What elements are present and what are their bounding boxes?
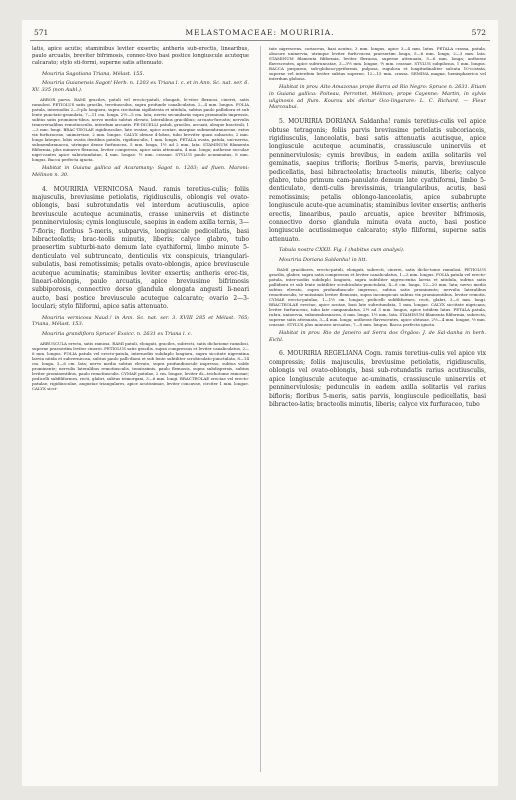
habitat-note: Habitat in Guiana gallica ad Acaramany: Sagot n. 1203; ad fluen. Maroni: Mélinon n. 30. bbox=[32, 165, 249, 178]
description-paragraph: RAMI graciliores, erecto-patuli, elongati, subrecti, cinerei, satis dicho-tome ramulosi. PETIOLUS gracilis, glaber, supra satis compressus et leviter canaliculatus, 1—3 mm. longus. FOLIA patula vel erecto-patula, inter-nodiis subduplo longiora, supra subtiliter nigrescentia laevia et nitidula, subtus satis pallidiora et sub lente subtiliter scrobiculato-punctulata, 4—8 cm. longa, 12—20 mm. lata; nervo medio subtus elevato, supra profundiuscule impresso, subtus satis prominente; nervulis lateralibus remotiusculis, te-nuissimis leviter flexuosis, supra inconspicuis subtus vix prominentibus, leviter remotis. CYMAE erecto-patulae, 1—1½ cm. longae; pedicelli subfiliformes, recti, glabri, 3—6 mm. longi. BRACTEOLAE erectae, apice acutae, basi late subrotundata, 1 mm. longae. CALYX siccitate nigricans, leviter furfuraceus, tubo late campanulatus, 2½ ad 3 mm. longus, apice totidem latus. PETALA patula, rubra, uninervia, submembranacea, 6 mm. longa, 1½ mm. lata. STAMINUM filamenta filiformia, subrecta, superne satis attenuata, 3—4 mm. longa; antherae flavescentes, apice obtusae, 2½—4 mm. longae, ½ mm. crassae. STYLUS plus minusve arcuatus, 7—8 mm. longus. Bacca perfecta ignota. bbox=[269, 266, 486, 327]
citation: Mouriria vernicosa Naud.! in Ann. Sc. nat. ser. 3. XVIII 285 et Mélast. 765; Triana, Mélast. 153. bbox=[32, 314, 249, 328]
left-column bbox=[32, 46, 249, 778]
paragraph: latis, apice acutis; staminibus leviter exsertis; antheris sub-erectis, linearibus, paulo arcuatis, breviter bifrimosis, connec-tivo basi postice longiuscule acuteque calcarato; stylo sti-formi, superne satis attenuato. bbox=[32, 46, 249, 67]
header-rule bbox=[30, 40, 490, 41]
habitat-note: Habitat in prov. Alto Amazonas prope Barra ad Rio Negro: Spruce n. 2631. Etiam in Guiana gallica: Poiteau, Perrottet, Mélinon; prope Cayenne: Martin, in sylvis uliginosis ad flum. Kourou ubi dicitur Oco-lingarare: L. C. Richard. — Fleur Marcoubui. bbox=[269, 84, 486, 111]
description-paragraph: ARBUSCULA erecta, satis ramosa. RAMI patuli, elongati, graciles, subrecti, satis dichotome ramulosi, superne praesertim leviter cinerei. PETIOLUS satis gracilis, supra compressus et leviter canaliculatus, 2—6 mm. longus. FOLIA patula vel erecto-patula, internodiis subduplo longiora, supra siccitate nigrentina laevia nitida et subvernicosa, subtus paulo palli-diora et sub lente subtiliter scrobiculato-punctulata, 8—14 cm. longa, 3—6 cm. lata; nervo medio subtus elevato, supra profundiuscule impresso, subtus valde prominente; nervulis lateralibus remotiusculis, tenuissimis, paulo flexuosis, supra subdispersis, subtus leviter prominentibus, paulo remotiusculis. CYMAE patulae, 2 cm. longae, leviter di—trichotome ramosae; pedicelli subfiliformes, recti, glabri, subtus trimorgani, 3—6 mm. longi. BRACTEOLAE erectae vel erecto-patulae, rigidiusculae, angustae triangulares, apice acutissimae, leviter concavae, circiter 1 mm. longae. CALYX sicci- bbox=[32, 341, 249, 392]
page-number-right: 572 bbox=[471, 28, 486, 37]
habitat-note: Habitat in prov. Rio de Janeiro ad Serra dos Órgãos: J. de Sal-danha in herb. Eichl. bbox=[269, 329, 486, 343]
citation: Mouriria Doriana Saldanha! in litt. bbox=[279, 257, 368, 264]
species-heading-6: 6. MOURIRIA REGELIANA Cogn. ramis teretius-culis vel apice vix compressis; foliis majusculis, breviusime petiolatis, rigidiusculis, oblongis vel ovato-oblongis, basi sub-rotundatis rarius acutiusculis, apice longiuscule acuteque ac-uminatis, crassiuscule uninerviis et penninerviulosis; pedunculis in eadem axilla solitariis vel rarius bifloris; floribus 5-meris, satis parvis, longiuscule pedicellatis, basi bibracteo-latis; bracteolis minutis, liberis; calyce vix furfuraceo, tubo bbox=[269, 350, 486, 408]
species-heading-5: 5. MOURIRIA DORIANA Saldanha! ramis teretius-culis vel apice obtuse tetragonis; foliis parvis breviusime petiolatis subcoriaceis, rigidiusculis, lanceolatis, basi satis attenuatis acutisque, apice longiuscule acuteque acuminatis, crassiuscule uninerviis et penninerviulosis; cymis brevibus, in eadem axilla solitariis vel geminatis, saepius trifloris; floribus 5-meris, parvis, breviuscule pedicellatis, basi bibracteolatis; bracteolis minutis, liberis; calyce glabro, tubo primum cam-panulato demum late cyathiformi, limbo 5-denticulato, denti-culis brevissimis, triangularibus, acutis, basi remotissimis; petalis oblongo-lanceolatis, apice subabrupte longiuscule acute-que acuminatis; staminibus leviter exsertis; antheris erectis, linearibus, paulo arcuatis, apice breviter bifrimosis, connectivo dorso glandula minuta ovata aucto, basi postice longiuscule acutissimeque calcarato; stylo filiformi, superne satis attenuato. bbox=[269, 118, 486, 243]
page-number-left: 571 bbox=[34, 28, 49, 37]
description-paragraph: tate nigrescens, coriaceus, basi acutus, 3 mm. longus, apice 3—4 mm. latus. PETALA crassa, patula, obscure uninervia, utrinque leviter furfu-racea praesertim longa, 5—6 mm. longa, 2—3 mm. lata. STAMINUM filamenta filiformia, leviter flexuosa, superne attenuata, 5—6 mm. longa; antherae flavescentes, apice subtruncatae, 3—3½ mm. longae, ½ mm. crassae. STYLUS subpilosus, 1 mm. longus. BACCA purpurea, sub-globoso-pyriformis, pulposa, rugulosa et longitudinaliter sulcata 10-costata, superne vel interdum leviter subtus superne, 12—15 mm. crassa. SEMINA magna, hemisphaerica vel interdum globosa. bbox=[269, 46, 486, 81]
citation: Mouriria Guianensis Sagot! Herb. n. 1203 ex Triana l. c. et in Ann. Sc. nat. ser. 6. XV. 335 (non Aubl.). bbox=[32, 80, 249, 94]
page-header bbox=[30, 28, 490, 40]
right-column bbox=[269, 46, 486, 778]
citation: Tabula nostra CXXII. Fig. I (habitus cum analysi). bbox=[279, 247, 405, 254]
column-divider bbox=[260, 46, 261, 772]
citation: Mouriria Sagotiana Triana, Mélast. 155. bbox=[42, 70, 145, 77]
running-title: MELASTOMACEAE: MOURIRIA. bbox=[185, 28, 335, 37]
description-paragraph: ARBOR parva. RAMI graciles, patuli vel erecto-patuli, elongati, le-viter flexuosi, cinerei, satis ramulosi. PETIOLUS satis gracilis, teretiusculus, supra profunde canaliculatus, 2—4 mm. longus. FOLIA patula, internodiis 2—5-plo longiora, supra circitatim sigillatesta et nitidula, subtus paulo pallidiora et sub lente punctato-granulata, 7—11 cm. longa, 2½—5 cm. lata; nervis secundariis supra prominulis impressis, subtus satis prominen-tibus, nervo medio subtus elevato, lateralibus gracilibus; arcuato-furcatis; nervulis transversalibus remotiusculis, interdum arcuatis. PE-DICELLI patuli, graciles, arcuati, absque bracteoli, 1—3 mm. longi. BRAC-TEOLAE rigidiusculae, late ovatae, apice acutae, margine submembranaceae, extus vix furfuraceae, unimerviae, 2 mm. longae. CALYX obtuse 4-lobus, tubo breviter quasi subacuto, 2 mm. longo lateque, lobis ovatis dentibus patulis, rigidiusculis, 1 mm. longis. PETALA ovata, patula, uni-nervia, submembranacea, utrinque dense furfuracea, 5 mm. longa, 1½ ad 2 mm. lata. STAMINUM filamenta filiformia, plus minusve flexuosa, leviter compressa, apice satis attenuata, 4 mm. longa; antherae sicculae nigri-cantes apice subrotundatae, 4 mm. longae, ½ mm. crassae. STYLUS paulo acuminatus, 8 mm. longus. Bacca perfecta ignota. bbox=[32, 97, 249, 162]
document-page bbox=[22, 20, 498, 786]
species-heading-4: 4. MOURIRIA VERNICOSA Naud. ramis teretius-culis; foliis majusculis, breviusime petiolatis, rigidiusculis, oblongis vel ovato-oblongis, basi subrotundatis vel interdum acutiusculis, apice breviuscule acuteque acuminatis, crasse uninerviis et distincte penninerviulosis; cymis longiuscule, saepius in eadem axilla ternis, 3—7-floris; floribus 5-meris, subparvis, longiuscule pedicellatis, basi bibracteolatis; brac-teolis minutis, liberis; calyce glabro, tubo praesertim subturbi-nato demum late cyathiformi, limbo minute 5-denticulato vel subtruncato, denticulis vix conspicuis, triangulari-subulatis, basi remotissimis; petalis ovato-oblongis, apice breviuscule acuteque acuminatis; staminibus leviter exsertis; antheris erec-tis, lineari-oblongis, paulo arcuatis, apice breviusime bifrimosis subbiporosis, connectivo dorso glandula elongata angusti li-neari aucto, basi postice breviuscule acuteque calcarato; ovario 2—3-loculari; stylo filiformi, apice satis attenuato. bbox=[32, 185, 249, 311]
citation: Mouriria grandiflora Spruce! Exsicc. n. 2631 ex Triana l. c. bbox=[42, 331, 193, 338]
